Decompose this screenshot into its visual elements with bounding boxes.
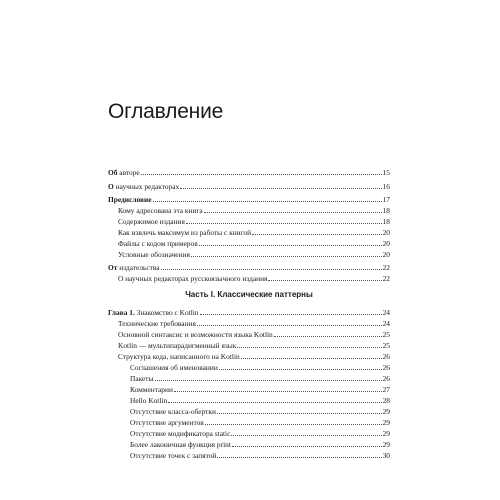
toc-entry[interactable]	[108, 181, 390, 192]
toc-entry-label: Структура кода, написанного на Kotlin	[118, 352, 240, 361]
dot-leader	[219, 369, 382, 370]
toc-page-number: 29	[382, 440, 390, 449]
toc-entry-label: Kotlin — мультипарадигменный язык	[118, 341, 237, 350]
dot-leader	[217, 457, 381, 458]
dot-leader	[252, 234, 381, 235]
toc-page-number: 29	[382, 407, 390, 416]
dot-leader	[191, 256, 382, 257]
dot-leader	[199, 245, 382, 246]
toc-page-number: 18	[382, 217, 390, 226]
toc-page-number: 26	[382, 352, 390, 361]
toc-entry[interactable]	[108, 384, 390, 395]
toc-page-number: 24	[382, 319, 390, 328]
dot-leader	[180, 188, 381, 189]
toc-entry-label: Отсутствие аргументов	[130, 418, 204, 427]
dot-leader	[205, 424, 382, 425]
toc-entry-label: Отсутствие модификатора static	[130, 429, 231, 438]
toc-entry[interactable]	[108, 273, 390, 284]
part-heading: Часть I. Классические паттерны	[185, 290, 313, 299]
toc-entry[interactable]	[108, 167, 390, 178]
toc-entry-label: Содержимое издания	[118, 217, 185, 226]
toc-entry-bold: О	[108, 182, 114, 191]
dot-leader	[237, 347, 381, 348]
toc-entry[interactable]	[108, 216, 390, 227]
dot-leader	[232, 446, 382, 447]
toc-page-number: 30	[382, 451, 390, 460]
toc-page-number: 29	[382, 418, 390, 427]
toc-page-number: 26	[382, 374, 390, 383]
toc-entry-label: Знакомство с Kotlin	[134, 308, 199, 317]
toc-entry[interactable]	[108, 373, 390, 384]
toc-entry-label: Основной синтаксис и возможности языка Kotlin	[118, 330, 273, 339]
dot-leader	[231, 435, 381, 436]
toc-entry[interactable]	[108, 428, 390, 439]
toc-entry[interactable]	[108, 194, 390, 205]
toc-entry[interactable]	[108, 450, 390, 461]
dot-leader	[200, 314, 382, 315]
toc-entry-label: издательства	[117, 263, 160, 272]
toc-entry[interactable]	[108, 406, 390, 417]
dot-leader	[168, 402, 381, 403]
toc-page-number: 22	[382, 274, 390, 283]
dot-leader	[186, 223, 382, 224]
toc-entry-label: Hello Kotlin	[130, 396, 168, 405]
dot-leader	[217, 413, 382, 414]
toc-entry-label: Условные обозначения	[118, 250, 190, 259]
toc-page-number: 25	[382, 341, 390, 350]
dot-leader	[274, 336, 382, 337]
toc-entry-label: Отсутствие точек с запятой	[130, 451, 217, 460]
dot-leader	[153, 201, 382, 202]
toc-page-number: 29	[382, 429, 390, 438]
toc-entry-label: Как извлечь максимум из работы с книгой	[118, 228, 252, 237]
toc-entry-label: Файлы с кодом примеров	[118, 239, 198, 248]
toc-entry-bold: Предисловие	[108, 195, 152, 204]
toc-entry[interactable]	[108, 351, 390, 362]
toc-entry[interactable]	[108, 340, 390, 351]
toc-entry-label: Более лаконичная функция print	[130, 440, 231, 449]
toc-page-number: 26	[382, 363, 390, 372]
dot-leader	[161, 269, 382, 270]
toc-entry-bold: Об	[108, 168, 118, 177]
toc-page-number: 24	[382, 308, 390, 317]
toc-entry-label: авторе	[117, 168, 140, 177]
dot-leader	[241, 358, 382, 359]
toc-page-number: 20	[382, 228, 390, 237]
toc-page-number: 17	[382, 195, 390, 204]
toc-entry[interactable]	[108, 227, 390, 238]
dot-leader	[204, 212, 382, 213]
toc-entry[interactable]	[108, 318, 390, 329]
toc-entry[interactable]	[108, 395, 390, 406]
toc-entry[interactable]	[108, 329, 390, 340]
toc-page-number: 27	[382, 385, 390, 394]
toc-entry-label: научных редакторах	[113, 182, 180, 191]
toc-entry-label: Пакеты	[130, 374, 154, 383]
toc-entry[interactable]	[108, 249, 390, 260]
toc-page-number: 20	[382, 239, 390, 248]
toc-page-number: 25	[382, 330, 390, 339]
toc-entry-bold: От	[108, 263, 118, 272]
dot-leader	[174, 391, 382, 392]
toc-page-number: 28	[382, 396, 390, 405]
toc-entry-label: О научных редакторах русскоязычного издания	[118, 274, 268, 283]
toc-page-number: 22	[382, 263, 390, 272]
toc-entry-label: Комментарии	[130, 385, 173, 394]
dot-leader	[268, 280, 381, 281]
dot-leader	[197, 325, 382, 326]
dot-leader	[155, 380, 382, 381]
dot-leader	[141, 174, 382, 175]
toc-page-number: 18	[382, 206, 390, 215]
toc-page-number: 15	[382, 168, 390, 177]
toc-entry-bold: Глава 1.	[108, 308, 135, 317]
toc-page-number: 16	[382, 182, 390, 191]
toc-entry-label: Соглашения об именовании	[130, 363, 218, 372]
toc-entry[interactable]	[108, 262, 390, 273]
toc-entry[interactable]	[108, 417, 390, 428]
toc-entry-label: Технические требования	[118, 319, 196, 328]
toc-page-number: 20	[382, 250, 390, 259]
toc-entry-label: Отсутствие класса-обертки	[130, 407, 216, 416]
toc-entry[interactable]	[108, 238, 390, 249]
page-title: Оглавление	[108, 100, 224, 123]
toc-entry[interactable]	[108, 439, 390, 450]
toc-entry[interactable]	[108, 362, 390, 373]
toc-entry[interactable]	[108, 307, 390, 318]
toc-entry[interactable]	[108, 205, 390, 216]
toc-entry-label: Кому адресована эта книга	[118, 206, 203, 215]
